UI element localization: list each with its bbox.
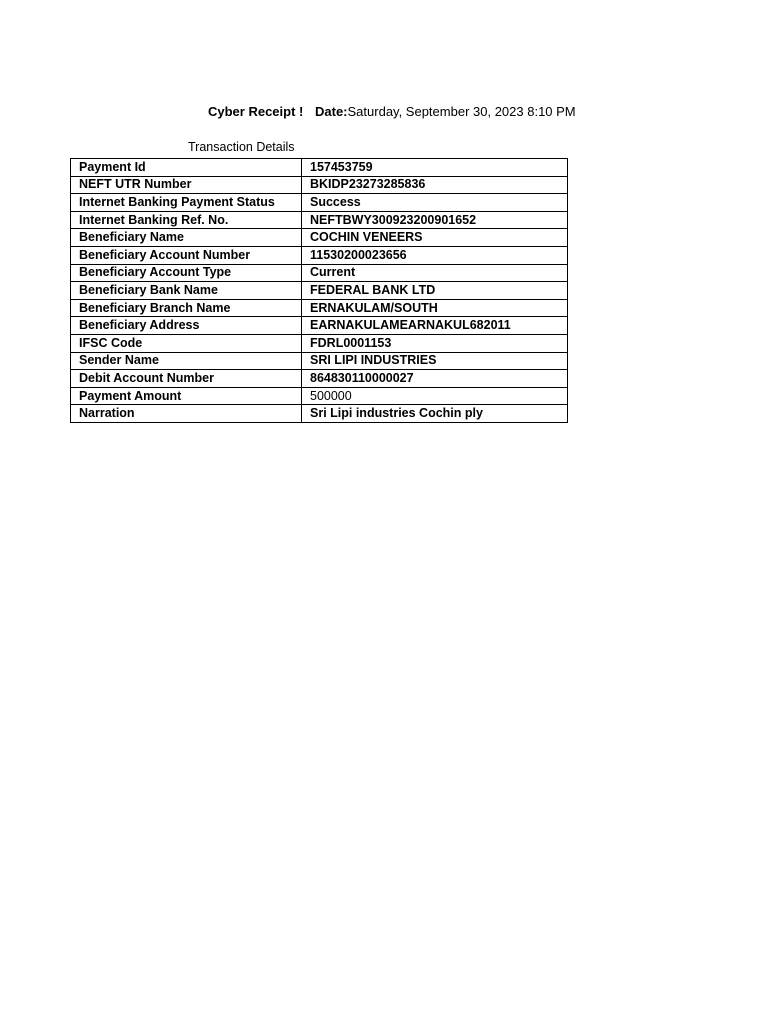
field-label: Narration — [71, 405, 302, 423]
table-row — [71, 317, 568, 335]
field-value: FDRL0001153 — [302, 334, 568, 352]
field-label: Beneficiary Branch Name — [71, 299, 302, 317]
table-row — [71, 194, 568, 212]
field-value: FEDERAL BANK LTD — [302, 282, 568, 300]
field-value: Sri Lipi industries Cochin ply — [302, 405, 568, 423]
transaction-details-caption: Transaction Details — [188, 140, 295, 154]
table-row — [71, 246, 568, 264]
table-row — [71, 405, 568, 423]
table-row — [71, 334, 568, 352]
field-label: Payment Amount — [71, 387, 302, 405]
field-value: Success — [302, 194, 568, 212]
table-row — [71, 211, 568, 229]
receipt-header — [208, 104, 576, 119]
field-label: Internet Banking Ref. No. — [71, 211, 302, 229]
table-row — [71, 370, 568, 388]
field-value: 500000 — [302, 387, 568, 405]
field-value: 157453759 — [302, 159, 568, 177]
table-row — [71, 159, 568, 177]
field-label: Debit Account Number — [71, 370, 302, 388]
field-label: Beneficiary Address — [71, 317, 302, 335]
field-label: Internet Banking Payment Status — [71, 194, 302, 212]
field-label: Sender Name — [71, 352, 302, 370]
date-value: Saturday, September 30, 2023 8:10 PM — [347, 104, 576, 119]
receipt-title: Cyber Receipt ! — [208, 104, 304, 119]
field-value: BKIDP23273285836 — [302, 176, 568, 194]
field-label: Beneficiary Account Number — [71, 246, 302, 264]
field-label: IFSC Code — [71, 334, 302, 352]
field-value: 864830110000027 — [302, 370, 568, 388]
field-value: COCHIN VENEERS — [302, 229, 568, 247]
date-label: Date: — [315, 104, 348, 119]
field-label: Beneficiary Account Type — [71, 264, 302, 282]
field-label: Payment Id — [71, 159, 302, 177]
table-row — [71, 229, 568, 247]
field-value: 11530200023656 — [302, 246, 568, 264]
field-label: NEFT UTR Number — [71, 176, 302, 194]
field-value: ERNAKULAM/SOUTH — [302, 299, 568, 317]
field-value: NEFTBWY300923200901652 — [302, 211, 568, 229]
transaction-details-table — [70, 158, 568, 423]
table-row — [71, 352, 568, 370]
table-row — [71, 176, 568, 194]
table-row — [71, 299, 568, 317]
field-value: Current — [302, 264, 568, 282]
table-row — [71, 282, 568, 300]
field-label: Beneficiary Bank Name — [71, 282, 302, 300]
field-value: SRI LIPI INDUSTRIES — [302, 352, 568, 370]
table-row — [71, 387, 568, 405]
field-value: EARNAKULAMEARNAKUL682011 — [302, 317, 568, 335]
table-row — [71, 264, 568, 282]
field-label: Beneficiary Name — [71, 229, 302, 247]
